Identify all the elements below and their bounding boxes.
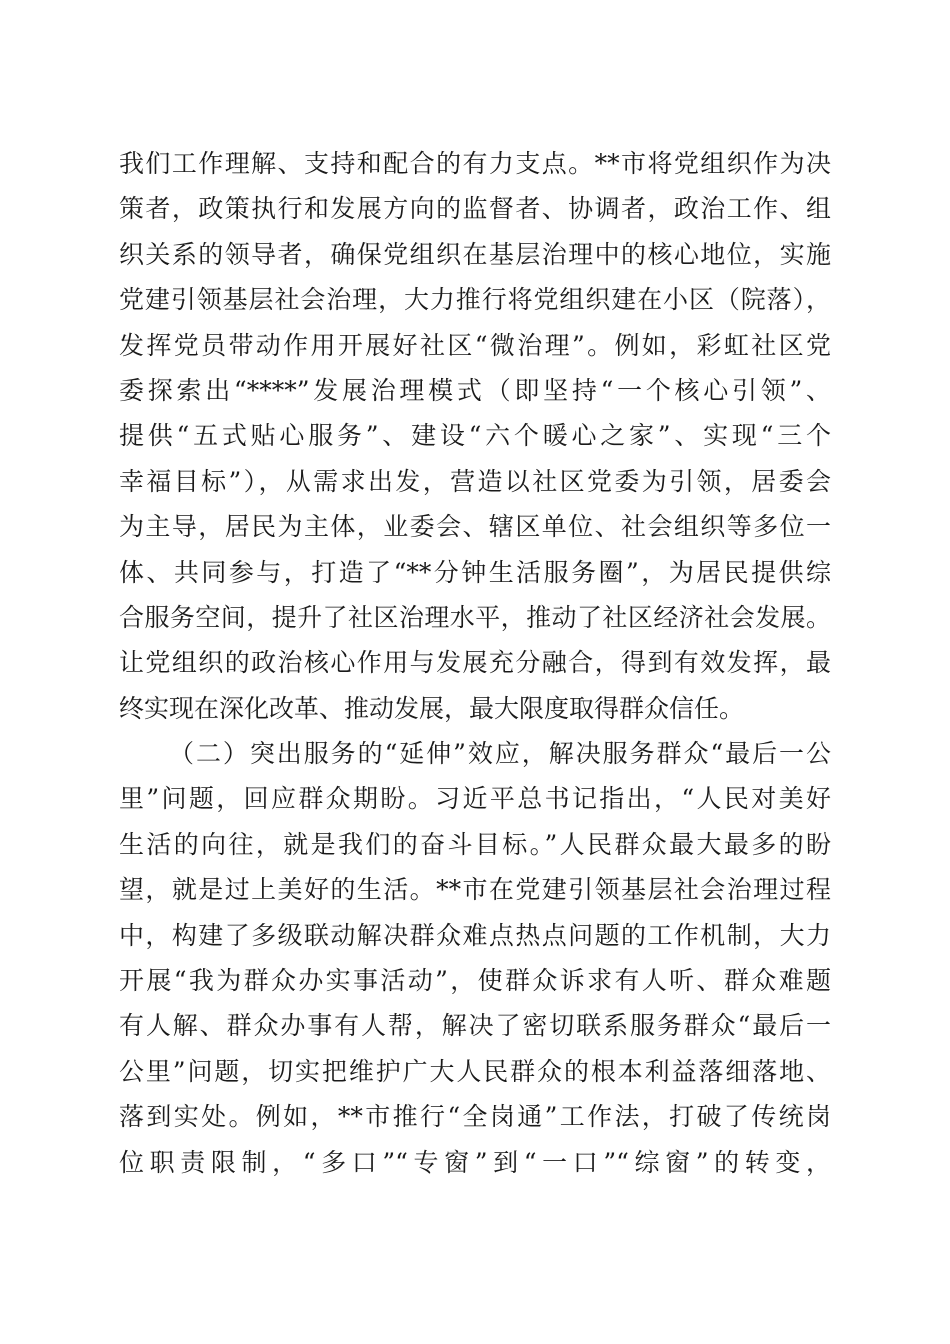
text-line: 生活的向往，就是我们的奋斗目标。”人民群众最大最多的盼 — [119, 829, 831, 859]
text-line: 位职责限制，“多口”“专窗”到“一口”“综窗”的转变， — [119, 1147, 831, 1177]
body-text — [119, 141, 831, 1185]
text-line: 为主导，居民为主体，业委会、辖区单位、社会组织等多位一 — [119, 512, 831, 542]
text-line: 公里”问题，切实把维护广大人民群众的根本利益落细落地、 — [119, 1056, 831, 1086]
text-line: 党建引领基层社会治理，大力推行将党组织建在小区（院落）， — [119, 285, 831, 315]
text-line: 策者，政策执行和发展方向的监督者、协调者，政治工作、组 — [119, 194, 831, 224]
section-heading-line: （二）突出服务的“延伸”效应，解决服务群众“最后一公 — [169, 739, 831, 769]
text-line: 落到实处。例如，**市推行“全岗通”工作法，打破了传统岗 — [119, 1102, 831, 1132]
text-line: 织关系的领导者，确保党组织在基层治理中的核心地位，实施 — [119, 239, 831, 269]
text-line: 有人解、群众办事有人帮，解决了密切联系服务群众“最后一 — [119, 1011, 831, 1041]
text-line: 委探索出“****”发展治理模式（即坚持“一个核心引领”、 — [119, 375, 831, 405]
text-line: 开展“我为群众办实事活动”，使群众诉求有人听、群众难题 — [119, 966, 831, 996]
paragraph-end-line: 终实现在深化改革、推动发展，最大限度取得群众信任。 — [119, 693, 745, 723]
text-line: 里”问题，回应群众期盼。习近平总书记指出，“人民对美好 — [119, 784, 831, 814]
text-line: 体、共同参与，打造了“**分钟生活服务圈”，为居民提供综 — [119, 557, 831, 587]
text-line: 中，构建了多级联动解决群众难点热点问题的工作机制，大力 — [119, 920, 831, 950]
text-line: 让党组织的政治核心作用与发展充分融合，得到有效发挥，最 — [119, 648, 831, 678]
text-line: 幸福目标”），从需求出发，营造以社区党委为引领，居委会 — [119, 466, 831, 496]
text-line: 提供“五式贴心服务”、建设“六个暖心之家”、实现“三个 — [119, 421, 831, 451]
text-line: 我们工作理解、支持和配合的有力支点。**市将党组织作为决 — [119, 149, 831, 178]
text-line: 发挥党员带动作用开展好社区“微治理”。例如，彩虹社区党 — [119, 330, 831, 360]
text-line: 合服务空间，提升了社区治理水平，推动了社区经济社会发展。 — [119, 602, 831, 632]
text-line: 望，就是过上美好的生活。**市在党建引领基层社会治理过程 — [119, 875, 831, 905]
